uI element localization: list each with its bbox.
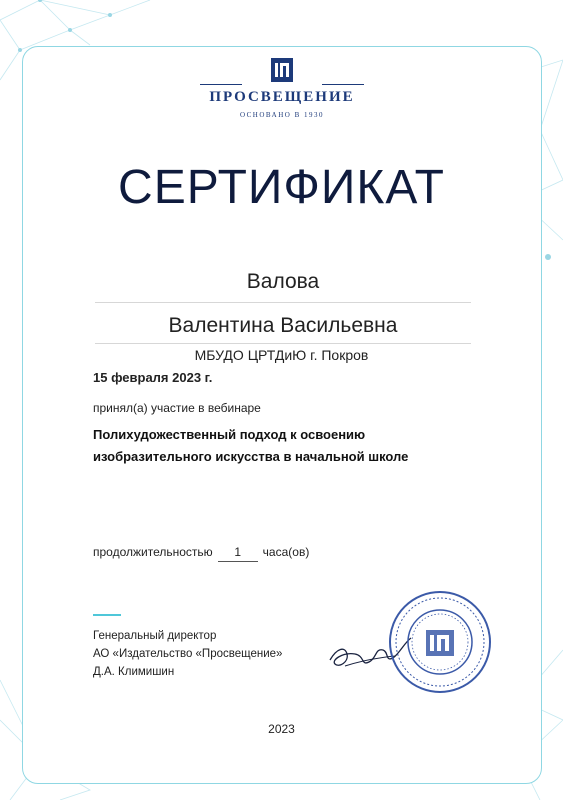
official-stamp-icon	[388, 590, 492, 694]
surname-underline	[95, 302, 471, 303]
signatory-company: АО «Издательство «Просвещение»	[93, 648, 283, 660]
recipient-surname: Валова	[246, 270, 320, 293]
certificate-year: 2023	[268, 722, 295, 736]
signatory-name: Д.А. Климишин	[93, 666, 175, 678]
given-names-underline	[95, 343, 471, 344]
publisher-logo	[200, 58, 364, 124]
logo-rule-right	[322, 84, 364, 85]
duration-unit: часа(ов)	[262, 545, 310, 559]
webinar-title-line2: изобразительного искусства в начальной школе	[93, 449, 409, 464]
logo-rule-left	[200, 84, 242, 85]
certificate-title: СЕРТИФИКАТ	[118, 161, 445, 214]
recipient-given-names: Валентина Васильевна	[168, 314, 398, 337]
duration-label: продолжительностью	[93, 545, 213, 559]
webinar-title	[93, 424, 453, 468]
participation-text: принял(а) участие в вебинаре	[93, 401, 261, 415]
event-date: 15 февраля 2023 г.	[93, 370, 213, 385]
signatory-block	[93, 627, 282, 681]
signatory-position: Генеральный директор	[93, 630, 217, 642]
logo-subtitle: ОСНОВАНО В 1930	[240, 111, 324, 119]
webinar-title-line1: Полихудожественный подход к освоению	[93, 427, 366, 442]
recipient-organization: МБУДО ЦРТДиЮ г. Покров	[194, 347, 369, 363]
logo-name: ПРОСВЕЩЕНИЕ	[209, 89, 355, 105]
prosveshchenie-logo-icon	[271, 58, 293, 82]
accent-dash	[93, 614, 121, 616]
duration-value: 1	[218, 545, 258, 562]
duration-row	[93, 545, 309, 562]
